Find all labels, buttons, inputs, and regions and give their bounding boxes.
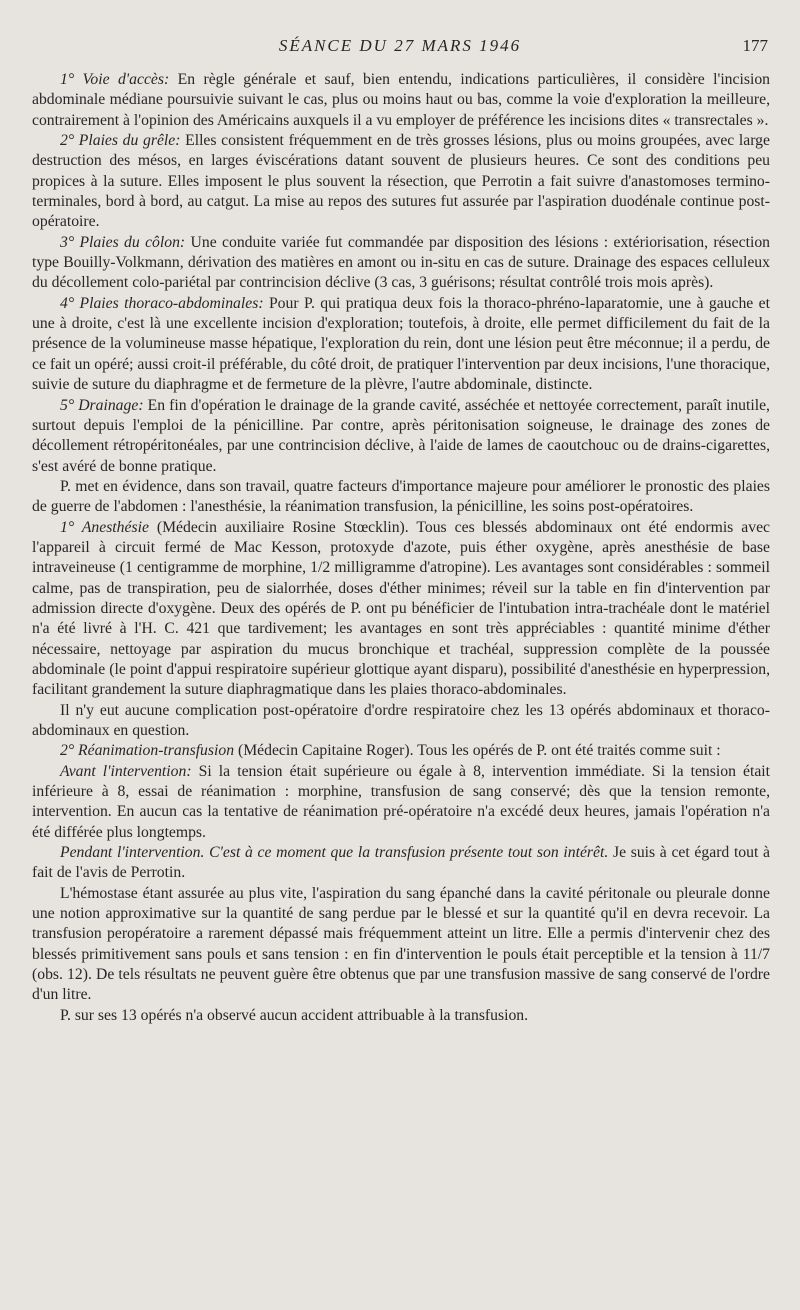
paragraph-text: Pour P. qui pratiqua deux fois la thoraco-phréno-laparatomie, une à gauche et une à droite, c'est là une excellente incision d'exploration; toutefois, à droite, elle permet difficilement du fait de la présence de la volumineuse masse hépatique, l'exploration du rein, dont une lésion peut être méconnue; il a perdu, de ce fait un opéré; aussi croit-il préférable, du côté droit, de pratiquer l'intervention par deux incisions, l'une thoracique, suivie de suture du diaphragme et de fermeture de la plèvre, l'autre abdominale, distincte.: [32, 294, 770, 394]
paragraph: [32, 477, 770, 518]
paragraph: [32, 741, 770, 761]
paragraph-heading: 3° Plaies du côlon:: [60, 233, 186, 251]
paragraph-text: Il n'y eut aucune complication post-opératoire d'ordre respiratoire chez les 13 opérés abdominaux et thoraco-abdominaux en question.: [32, 701, 770, 739]
paragraph-text: En fin d'opération le drainage de la grande cavité, asséchée et nettoyée correctement, paraît inutile, surtout depuis l'emploi de la pénicilline. Par contre, après péritonisation soigneuse, le drainage des zones de décollement rétropéritonéales, par une contrincision déclive, à l'aide de lames de caoutchouc ou de drains-cigarettes, s'est avéré de bonne pratique.: [32, 396, 770, 475]
paragraph-text: P. sur ses 13 opérés n'a observé aucun accident attribuable à la transfusion.: [60, 1006, 529, 1024]
paragraph-text: (Médecin auxiliaire Rosine Stœcklin). Tous ces blessés abdominaux ont été endormis avec l'appareil à circuit fermé de Mac Kesson, protoxyde d'azote, puis éther oxygène, après anesthésie de base intraveineuse (1 centigramme de morphine, 1/2 milligramme d'atropine). Les avantages sont considérables : sommeil calme, pas de transpiration, peu de sialorrhée, doses d'éther minimes; réveil sur la table en fin d'intervention par admission directe d'oxygène. Deux des opérés de P. ont pu bénéficier de l'intubation intra-trachéale dont le matériel n'a été livré à l'H. C. 421 que tardivement; les avantages en sont très appréciables : quantité minime d'éther nécessaire, nettoyage par aspiration du mucus bronchique et trachéal, suppression complète de la poussée abdominale (le point d'appui respiratoire supérieur glottique ayant disparu), possibilité d'anesthésie en hyperpression, facilitant grandement la suture diaphragmatique dans les plaies thoraco-abdominales.: [32, 518, 770, 699]
paragraph: [32, 884, 770, 1006]
paragraph-heading: 1° Voie d'accès:: [60, 71, 170, 88]
paragraph: [32, 131, 770, 233]
paragraph: [32, 233, 770, 294]
paragraph: [32, 701, 770, 742]
body-text: [32, 70, 770, 1026]
paragraph: [32, 396, 770, 477]
paragraph-heading: Pendant l'intervention. C'est à ce moment que la transfusion présente tout son intérêt.: [60, 844, 609, 862]
paragraph: [32, 762, 770, 843]
paragraph-text: Si la tension était supérieure ou égale à 8, intervention immédiate. Si la tension était inférieure à 8, essai de réanimation : morphine, transfusion de sang conservé; dès que la tension remonte, intervention. En aucun cas la tentative de réanimation pré-opératoire n'a excédé deux heures, jamais l'opération n'a été différée plus longtemps.: [32, 762, 771, 841]
paragraph-text: En règle générale et sauf, bien entendu, indications particulières, il considère l'incision abdominale médiane poursuivie suivant le cas, plus ou moins haut ou bas, comme la voie d'exploration la meilleure, contrairement à l'opinion des Américains auxquels il a vu employer de préférence les incisions dites « transrectales ».: [32, 71, 771, 129]
paragraph-heading: 2° Plaies du grêle:: [60, 132, 181, 150]
paragraph: [32, 294, 770, 396]
paragraph-text: (Médecin Capitaine Roger). Tous les opérés de P. ont été traités comme suit :: [234, 742, 721, 760]
paragraph-text: L'hémostase étant assurée au plus vite, l'aspiration du sang épanché dans la cavité péritonale ou pleurale donne une notion approximative sur la quantité de sang perdue par le blessé et sur la quantité qu'il en devra recevoir. La transfusion peropératoire a rarement dépassé mais fréquemment atteint un litre. Elle a permis d'intervenir chez des blessés primitivement sans pouls et sans tension : en fin d'intervention le pouls était perceptible et la tension à 11/7 (obs. 12). De tels résultats ne peuvent guère être obtenus que par une transfusion massive de sang conservé de l'ordre d'un litre.: [32, 884, 770, 1004]
paragraph: [32, 518, 770, 701]
page-header: [0, 36, 800, 60]
paragraph-text: P. met en évidence, dans son travail, quatre facteurs d'importance majeure pour améliorer le pronostic des plaies de guerre de l'abdomen : l'anesthésie, la réanimation transfusion, la pénicilline, les soins post-opératoires.: [32, 477, 770, 516]
paragraph: [32, 1006, 770, 1026]
running-title: SÉANCE DU 27 MARS 1946: [278, 36, 522, 55]
paragraph-heading: 2° Réanimation-transfusion: [60, 742, 235, 760]
paragraph-heading: 1° Anesthésie: [60, 518, 149, 536]
paragraph: [32, 843, 770, 884]
paragraph-text: Elles consistent fréquemment en de très grosses lésions, plus ou moins groupées, avec large destruction des mésos, en larges éviscérations datant souvent de plusieurs heures. Ce sont des conditions peu propices à la suture. Elles imposent le plus souvent la résection, que Perrotin a fait suivre d'anastomoses termino-terminales, bord à bord, au catgut. La mise au repos des sutures fut assurée par l'aspiration duodénale continue post-opératoire.: [32, 132, 770, 231]
page-number: 177: [742, 36, 768, 55]
paragraph-text: Je suis à cet égard tout à fait de l'avis de Perrotin.: [32, 844, 770, 882]
paragraph-heading: Avant l'intervention:: [60, 762, 192, 780]
paragraph-heading: 4° Plaies thoraco-abdominales:: [60, 294, 264, 312]
paragraph-text: Une conduite variée fut commandée par disposition des lésions : extériorisation, résection type Bouilly-Volkmann, dérivation des matières en amont ou in-situ en cas de suture. Drainage des espaces celluleux du décollement colo-pariétal par contrincision déclive (3 cas, 3 guérisons; résultat contrôlé trois mois après).: [32, 233, 771, 292]
paragraph-heading: 5° Drainage:: [60, 396, 144, 414]
paragraph: [32, 70, 770, 131]
